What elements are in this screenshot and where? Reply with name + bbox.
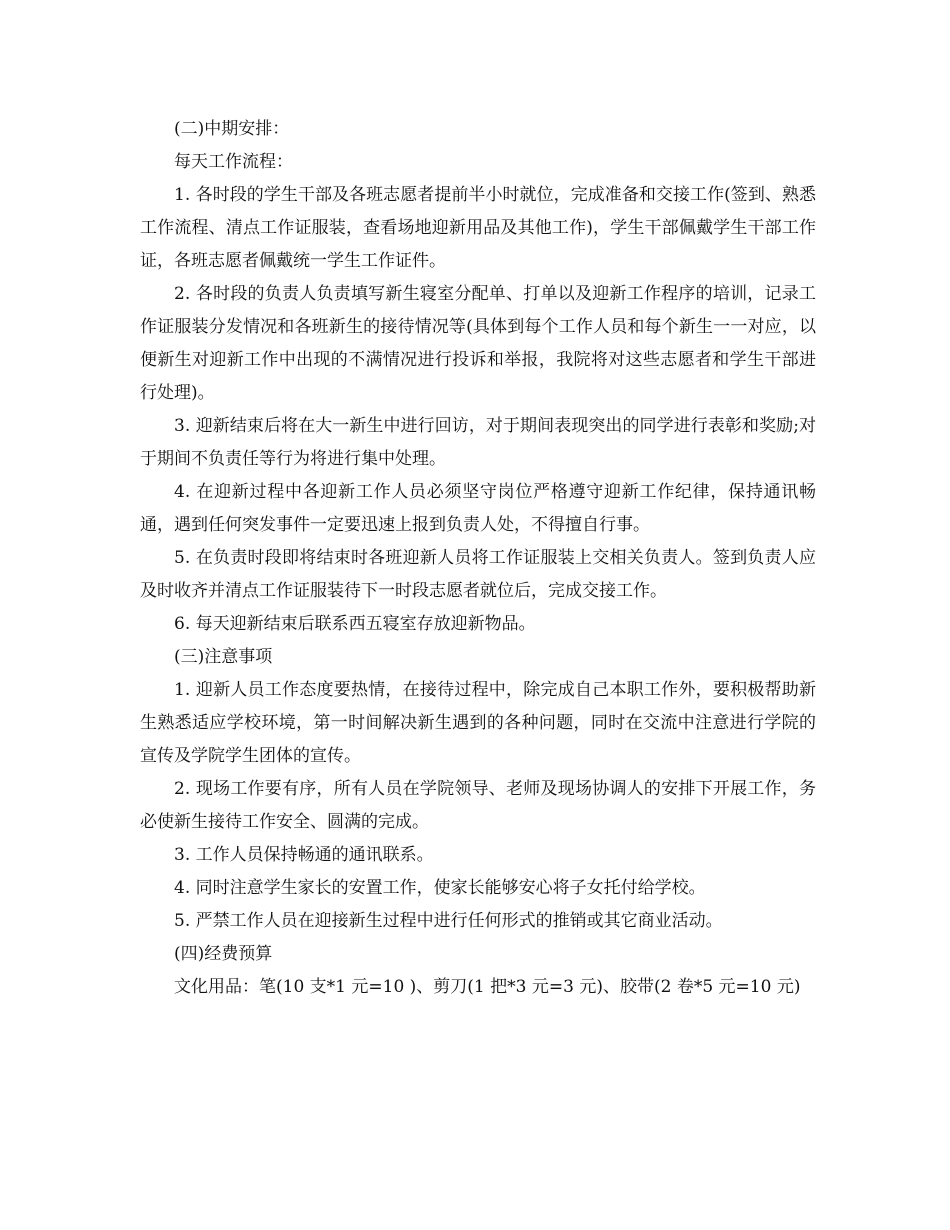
paragraph: 5. 严禁工作人员在迎接新生过程中进行任何形式的推销或其它商业活动。 <box>174 911 723 931</box>
paragraph: 6. 每天迎新结束后联系西五寝室存放迎新物品。 <box>174 614 536 634</box>
section-heading-notes: (三)注意事项 <box>174 647 273 667</box>
paragraph: 1. 迎新人员工作态度要热情，在接待过程中，除完成自己本职工作外，要积极帮助新生熟悉适应学校环境，第一时间解决新生遇到的各种问题，同时在交流中注意进行学院的宣传及学院学生团体的宣传。 <box>140 680 816 766</box>
paragraph: 4. 同时注意学生家长的安置工作，使家长能够安心将子女托付给学校。 <box>174 878 706 898</box>
paragraph: 5. 在负责时段即将结束时各班迎新人员将工作证服装上交相关负责人。签到负责人应及时收齐并清点工作证服装待下一时段志愿者就位后，完成交接工作。 <box>140 548 816 601</box>
paragraph: 3. 工作人员保持畅通的通讯联系。 <box>174 845 434 865</box>
subheading-daily-workflow: 每天工作流程： <box>174 152 293 172</box>
document-body <box>140 113 816 1004</box>
paragraph: 文化用品：笔(10 支*1 元=10 )、剪刀(1 把*3 元=3 元)、胶带(2 卷*5 元=10 元) <box>174 977 801 997</box>
paragraph: 4. 在迎新过程中各迎新工作人员必须坚守岗位严格遵守迎新工作纪律，保持通讯畅通，遇到任何突发事件一定要迅速上报到负责人处，不得擅自行事。 <box>140 482 816 535</box>
paragraph: 3. 迎新结束后将在大一新生中进行回访，对于期间表现突出的同学进行表彰和奖励;对于期间不负责任等行为将进行集中处理。 <box>140 416 816 469</box>
paragraph: 2. 各时段的负责人负责填写新生寝室分配单、打单以及迎新工作程序的培训，记录工作证服装分发情况和各班新生的接待情况等(具体到每个工作人员和每个新生一一对应，以便新生对迎新工作中出现的不满情况进行投诉和举报，我院将对这些志愿者和学生干部进行处理)。 <box>140 284 816 403</box>
section-heading-budget: (四)经费预算 <box>174 944 273 964</box>
section-heading-mid-term: (二)中期安排： <box>174 119 290 139</box>
paragraph: 1. 各时段的学生干部及各班志愿者提前半小时就位，完成准备和交接工作(签到、熟悉工作流程、清点工作证服装，查看场地迎新用品及其他工作)，学生干部佩戴学生干部工作证，各班志愿者佩戴统一学生工作证件。 <box>140 185 816 271</box>
paragraph: 2. 现场工作要有序，所有人员在学院领导、老师及现场协调人的安排下开展工作，务必使新生接待工作安全、圆满的完成。 <box>140 779 816 832</box>
